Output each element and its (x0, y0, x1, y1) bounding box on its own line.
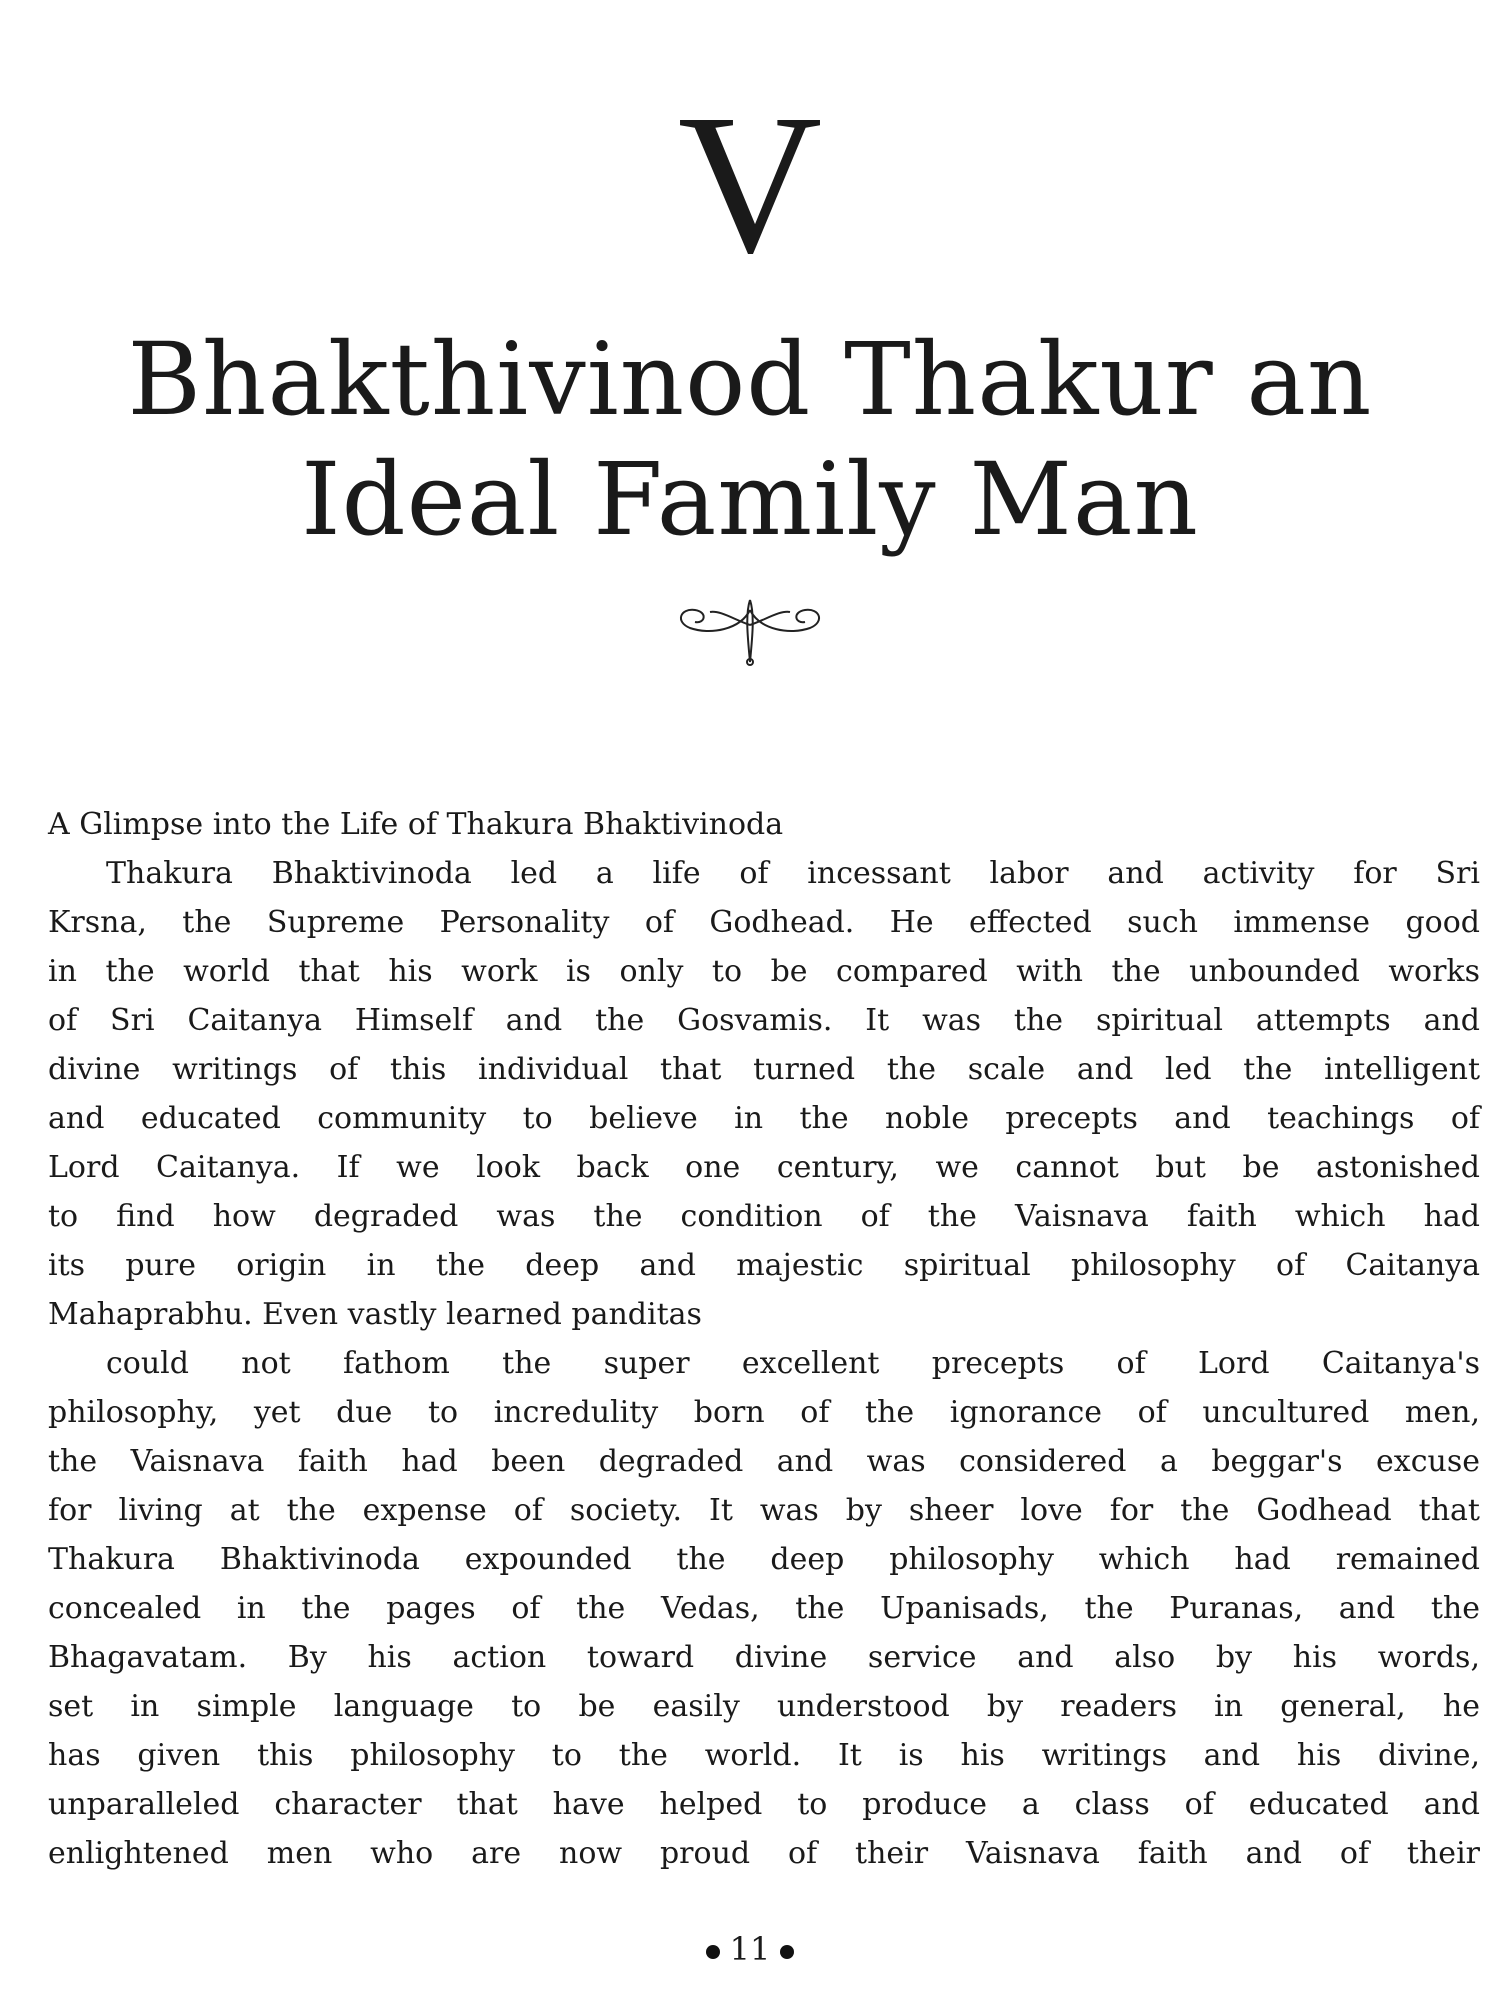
body-line: could not fathom the super excellent precepts of Lord Caitanya's (106, 1346, 1480, 1381)
body-line: enlightened men who are now proud of their Vaisnava faith and of their (48, 1836, 1480, 1871)
body-line: unparalleled character that have helped to produce a class of educated and (48, 1787, 1480, 1822)
body-line: concealed in the pages of the Vedas, the Upanisads, the Puranas, and the (48, 1591, 1480, 1626)
chapter-title-line-1: Bhakthivinod Thakur an (127, 321, 1373, 438)
chapter-number: V (677, 74, 823, 295)
body-line: its pure origin in the deep and majestic spiritual philosophy of Caitanya (48, 1248, 1480, 1283)
body-line: divine writings of this individual that turned the scale and led the intelligent (48, 1052, 1480, 1087)
body-line: Bhagavatam. By his action toward divine service and also by his words, (48, 1640, 1480, 1675)
body-line: Lord Caitanya. If we look back one century, we cannot but be astonished (48, 1150, 1480, 1185)
ornament-flourish-icon (670, 590, 830, 670)
chapter-title-line-2: Ideal Family Man (301, 441, 1199, 558)
body-line: and educated community to believe in the noble precepts and teachings of (48, 1101, 1480, 1136)
body-text (48, 800, 1480, 1878)
body-line: philosophy, yet due to incredulity born of the ignorance of uncultured men, (48, 1395, 1480, 1430)
body-line: has given this philosophy to the world. It is his writings and his divine, (48, 1738, 1480, 1773)
body-line: for living at the expense of society. It was by sheer love for the Godhead that (48, 1493, 1480, 1528)
body-line: the Vaisnava faith had been degraded and was considered a beggar's excuse (48, 1444, 1480, 1479)
body-line: set in simple language to be easily understood by readers in general, he (48, 1689, 1480, 1724)
body-line: Thakura Bhaktivinoda expounded the deep philosophy which had remained (48, 1542, 1480, 1577)
section-heading: A Glimpse into the Life of Thakura Bhaktivinoda (48, 807, 784, 842)
body-line: Krsna, the Supreme Personality of Godhead. He effected such immense good (48, 905, 1480, 940)
page-number: 11 (729, 1930, 771, 1968)
body-line: to find how degraded was the condition of the Vaisnava faith which had (48, 1199, 1480, 1234)
bullet-icon (780, 1945, 794, 1959)
page-footer (0, 1930, 1500, 1968)
body-line: Thakura Bhaktivinoda led a life of incessant labor and activity for Sri (106, 856, 1480, 891)
body-line: in the world that his work is only to be compared with the unbounded works (48, 954, 1480, 989)
body-line: of Sri Caitanya Himself and the Gosvamis. It was the spiritual attempts and (48, 1003, 1480, 1038)
bullet-icon (706, 1945, 720, 1959)
body-line: Mahaprabhu. Even vastly learned panditas (48, 1297, 702, 1332)
